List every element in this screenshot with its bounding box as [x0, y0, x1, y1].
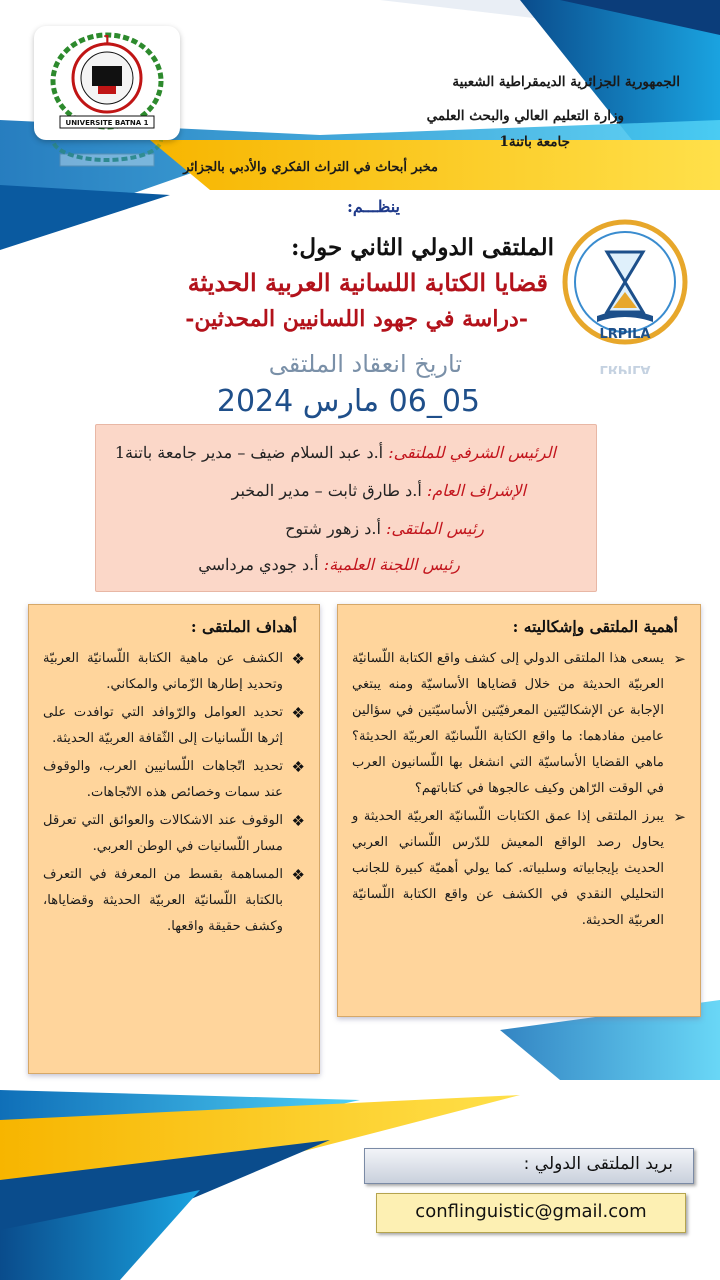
organizes-label: ينظـــم:	[346, 197, 400, 216]
objective-text: تحديد العوامل والرّوافد التي توافدت على إثرها اللّسانيات إلى الثّقافة العربيّة الحديثة.	[43, 705, 283, 746]
objective-text: الوقوف عند الاشكالات والعوائق التي تعرقل مسار اللّسانيات في الوطن العربي.	[43, 813, 283, 854]
committee-row	[115, 443, 556, 462]
committee-name: أ.د زهور شتوح	[285, 519, 381, 538]
svg-text:1: 1	[102, 33, 112, 47]
list-item	[43, 646, 305, 698]
header-republic: الجمهورية الجزائرية الديمقراطية الشعبية	[452, 74, 680, 90]
objectives-panel	[28, 604, 320, 1074]
committee-role: رئيس الملتقى:	[385, 519, 484, 538]
list-item	[43, 862, 305, 940]
committee-row	[198, 555, 460, 574]
lab-logo	[561, 218, 689, 374]
list-item	[43, 700, 305, 752]
date-label: تاريخ انعقاد الملتقى	[268, 350, 462, 378]
importance-heading: أهمية الملتقى وإشكاليته :	[512, 617, 678, 636]
committee-name: أ.د عبد السلام ضيف – مدير جامعة باتنة1	[114, 443, 384, 462]
diamond-bullet-icon: ❖	[291, 758, 305, 776]
email-label: بريد الملتقى الدولي :	[364, 1148, 694, 1184]
committee-row	[285, 519, 484, 538]
conference-subtitle: -دراسة في جهود اللسانيين المحدثين-	[185, 306, 528, 332]
objective-text: المساهمة بقسط من المعرفة في التعرف بالكتابة اللّسانيّة العربيّة الحديثة وقضاياها، وكشف حقيقة واقعها.	[43, 867, 283, 934]
committee-box	[95, 424, 597, 592]
arrow-bullet-icon: ➢	[673, 650, 686, 668]
committee-name: أ.د جودي مرداسي	[198, 555, 319, 574]
list-item	[352, 804, 686, 934]
arrow-bullet-icon: ➢	[673, 808, 686, 826]
diamond-bullet-icon: ❖	[291, 650, 305, 668]
conference-title: قضايا الكتابة اللسانية العربية الحديثة	[187, 268, 548, 297]
date-value: 05_06 مارس 2024	[216, 384, 480, 419]
diamond-bullet-icon: ❖	[291, 866, 305, 884]
committee-role: رئيس اللجنة العلمية:	[323, 555, 460, 574]
list-item	[352, 646, 686, 802]
committee-role: الرئيس الشرفي للملتقى:	[388, 443, 556, 462]
committee-name: أ.د طارق ثابت – مدير المخبر	[231, 481, 422, 500]
header-lab: مخبر أبحاث في التراث الفكري والأدبي بالجزائر	[183, 160, 438, 175]
objective-text: تحديد اتّجاهات اللّسانيين العرب، والوقوف عند سمات وخصائص هذه الاتّجاهات.	[43, 759, 283, 800]
email-address[interactable]: conflinguistic@gmail.com	[376, 1193, 686, 1233]
svg-text:LRPILA: LRPILA	[599, 327, 651, 342]
list-item	[43, 754, 305, 806]
objective-text: الكشف عن ماهية الكتابة اللّسانيّة العربيّة وتحديد إطارها الزّماني والمكاني.	[43, 651, 283, 692]
svg-text:UNIVERSITE BATNA 1: UNIVERSITE BATNA 1	[65, 119, 149, 127]
university-logo	[34, 26, 180, 140]
header-university: جامعة باتنة1	[499, 134, 570, 150]
importance-text: يبرز الملتقى إذا عمق الكتابات اللّسانيّة العربيّة الحديثة و يحاول رصد الواقع المعيش للدّرس اللّساني العربي الحديث بإيجابياته وسلبياته. كما يولي أهميّة كبيرة للجانب التحليلي النقدي في الكشف عن واقع الكتابة اللّسانيّة العربيّة الحديثة.	[352, 809, 664, 928]
importance-text: يسعى هذا الملتقى الدولي إلى كشف واقع الكتابة اللّسانيّة العربيّة الحديثة من خلال قضاياها الأساسيّة ومنه يبتغي الإجابة عن الإشكاليّتين المعرفيّتين الأساسيّتين في سؤالين عامين مفادهما: ما واقع الكتابة اللّسانيّة العربيّة الحديثة؟ ماهي القضايا الأساسيّة التي انشغل بها اللّسانيون العرب في الوقت الرّاهن وكيف عالجوها في كتاباتهم؟	[352, 651, 664, 796]
importance-panel	[337, 604, 701, 1017]
objectives-heading: أهداف الملتقى :	[190, 617, 297, 636]
header-ministry: وزارة التعليم العالي والبحث العلمي	[426, 108, 624, 124]
svg-text:LRPILA: LRPILA	[599, 362, 651, 374]
diamond-bullet-icon: ❖	[291, 812, 305, 830]
committee-role: الإشراف العام:	[426, 481, 526, 500]
committee-row	[232, 481, 526, 500]
conference-intro: الملتقى الدولي الثاني حول:	[290, 234, 554, 261]
university-logo-reflection	[34, 140, 180, 170]
list-item	[43, 808, 305, 860]
diamond-bullet-icon: ❖	[291, 704, 305, 722]
